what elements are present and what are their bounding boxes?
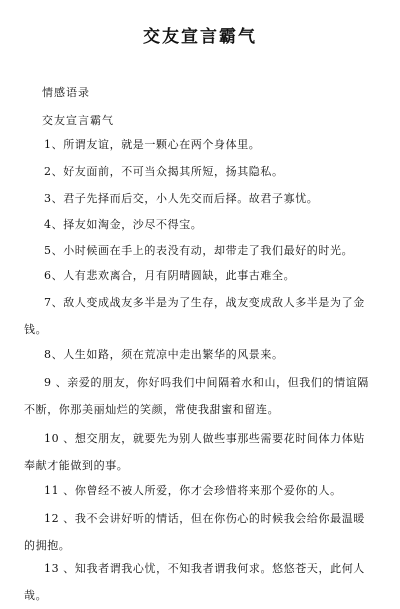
list-item bbox=[24, 289, 376, 343]
page-title: 交友宣言霸气 bbox=[143, 27, 257, 47]
item-text: 择友如淘金，沙尽不得宝。 bbox=[63, 218, 203, 231]
item-text: 我不会讲好听的情话，但在你伤心的时候我会给你最温暖的拥抱。 bbox=[24, 512, 365, 552]
item-text: 所谓友谊，就是一颗心在两个身体里。 bbox=[63, 138, 261, 151]
item-text: 想交朋友，就要先为别人做些事那些需要花时间体力体贴奉献才能做到的事。 bbox=[24, 432, 365, 472]
list-item bbox=[24, 369, 376, 423]
list-item bbox=[24, 132, 376, 158]
subtitle: 交友宣言霸气 bbox=[42, 114, 114, 127]
list-item bbox=[24, 478, 376, 504]
item-number: 7、 bbox=[44, 296, 64, 309]
list-item bbox=[24, 186, 376, 212]
item-text: 人有悲欢离合，月有阴晴圆缺，此事古难全。 bbox=[63, 269, 296, 282]
list-item bbox=[24, 159, 376, 185]
item-number: 2、 bbox=[44, 165, 64, 178]
item-number: 8、 bbox=[44, 348, 64, 361]
item-number: 12 、 bbox=[44, 512, 75, 525]
item-text: 你曾经不被人所爱，你才会珍惜将来那个爱你的人。 bbox=[74, 484, 342, 497]
item-text: 好友面前，不可当众揭其所短，扬其隐私。 bbox=[63, 165, 284, 178]
item-number: 9 、 bbox=[44, 376, 68, 389]
item-text: 人生如路，须在荒凉中走出繁华的风景来。 bbox=[63, 348, 284, 361]
list-item bbox=[24, 555, 376, 609]
category-label: 情感语录 bbox=[42, 86, 90, 99]
item-number: 11 、 bbox=[44, 484, 75, 497]
list-item bbox=[24, 212, 376, 238]
item-number: 3、 bbox=[44, 192, 64, 205]
list-item bbox=[24, 263, 376, 289]
item-text: 君子先择而后交，小人先交而后择。故君子寡忧。 bbox=[63, 192, 319, 205]
item-number: 10 、 bbox=[44, 432, 75, 445]
item-text: 知我者谓我心忧，不知我者谓我何求。悠悠苍天，此何人哉。 bbox=[24, 562, 365, 602]
item-text: 亲爱的朋友，你好吗我们中间隔着水和山，但我们的情谊隔不断，你那美丽灿烂的笑颜，常使我甜蜜和留连。 bbox=[24, 376, 369, 416]
list-item bbox=[24, 342, 376, 368]
list-item bbox=[24, 505, 376, 559]
item-number: 1、 bbox=[44, 138, 64, 151]
list-item bbox=[24, 238, 376, 264]
item-number: 13 、 bbox=[44, 562, 75, 575]
item-number: 5、 bbox=[44, 244, 64, 257]
item-text: 敌人变成战友多半是为了生存，战友变成敌人多半是为了金钱。 bbox=[24, 296, 365, 336]
item-number: 6、 bbox=[44, 269, 64, 282]
item-text: 小时候画在手上的表没有动，却带走了我们最好的时光。 bbox=[63, 244, 354, 257]
item-number: 4、 bbox=[44, 218, 64, 231]
list-item bbox=[24, 425, 376, 479]
